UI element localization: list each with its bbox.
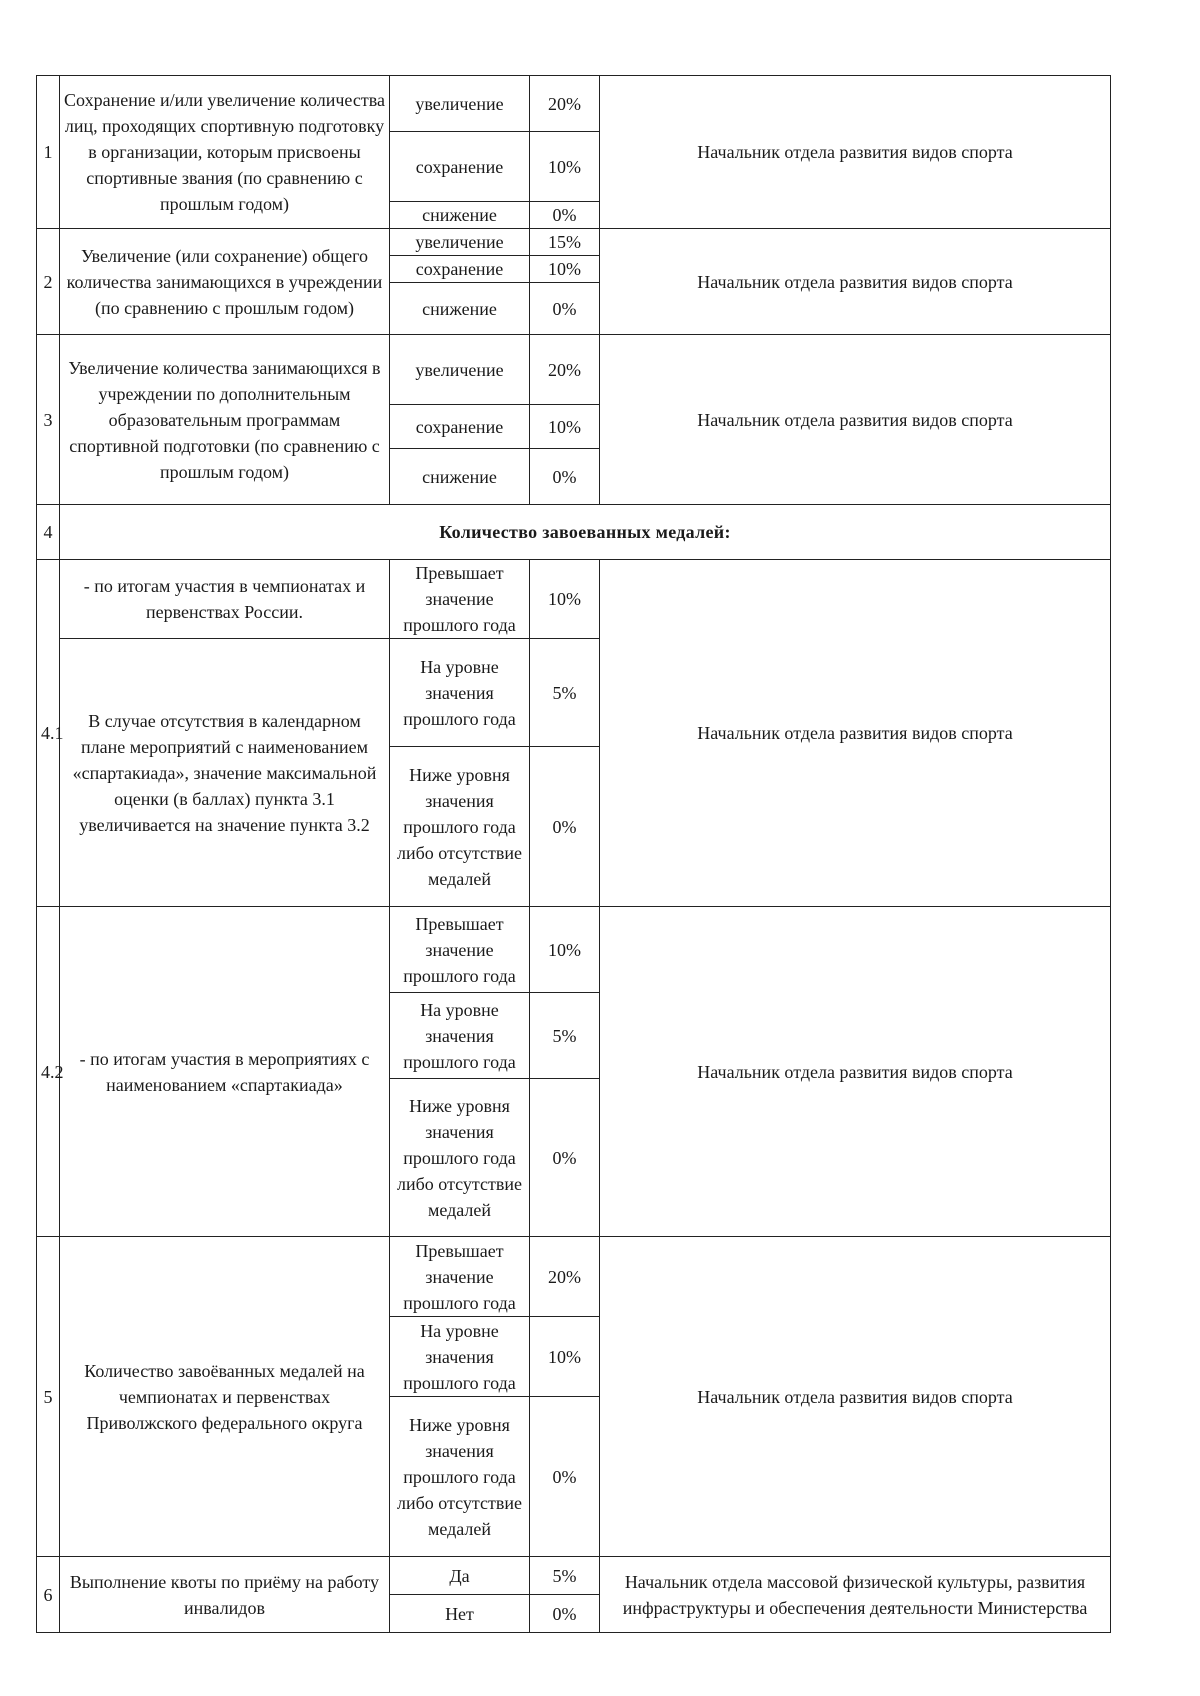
table-row [37,76,1111,132]
option-percent: 20% [530,335,600,405]
option-label: сохранение [390,405,530,449]
criterion-cell: Увеличение (или сохранение) общего количества занимающихся в учреждении (по сравнению с прошлым годом) [60,229,390,335]
option-label: Ниже уровня значения прошлого года либо отсутствие медалей [390,1397,530,1557]
option-label: сохранение [390,256,530,283]
responsible-cell: Начальник отдела развития видов спорта [600,76,1111,229]
section-heading: Количество завоеванных медалей: [60,505,1111,560]
row-number: 5 [37,1237,60,1557]
option-percent: 0% [530,1079,600,1237]
row-number: 4.1 [37,560,60,907]
responsible-cell: Начальник отдела развития видов спорта [600,335,1111,505]
criteria-table [36,75,1111,1633]
option-label: Ниже уровня значения прошлого года либо отсутствие медалей [390,1079,530,1237]
responsible-cell: Начальник отдела развития видов спорта [600,907,1111,1237]
option-label: Да [390,1557,530,1595]
option-percent: 0% [530,283,600,335]
option-label: снижение [390,449,530,505]
option-percent: 10% [530,907,600,993]
option-percent: 10% [530,405,600,449]
criterion-cell: Увеличение количества занимающихся в учреждении по дополнительным образовательным программам спортивной подготовки (по сравнению с прошлым годом) [60,335,390,505]
row-number: 4.2 [37,907,60,1237]
responsible-cell: Начальник отдела массовой физической культуры, развития инфраструктуры и обеспечения деятельности Министерства [600,1557,1111,1633]
option-percent: 20% [530,76,600,132]
option-label: Ниже уровня значения прошлого года либо отсутствие медалей [390,747,530,907]
row-number: 4 [37,505,60,560]
criterion-cell: - по итогам участия в чемпионатах и первенствах России. [60,560,390,639]
option-percent: 5% [530,1557,600,1595]
table-row [37,560,1111,639]
option-percent: 10% [530,1317,600,1397]
option-label: Превышает значение прошлого года [390,560,530,639]
option-label: Превышает значение прошлого года [390,907,530,993]
responsible-cell: Начальник отдела развития видов спорта [600,560,1111,907]
option-label: увеличение [390,335,530,405]
option-percent: 0% [530,1397,600,1557]
option-label: Превышает значение прошлого года [390,1237,530,1317]
option-percent: 10% [530,560,600,639]
option-label: снижение [390,202,530,229]
option-percent: 5% [530,639,600,747]
table-row [37,505,1111,560]
option-label: На уровне значения прошлого года [390,1317,530,1397]
option-label: Нет [390,1595,530,1633]
responsible-cell: Начальник отдела развития видов спорта [600,229,1111,335]
criterion-cell: Сохранение и/или увеличение количества лиц, проходящих спортивную подготовку в организации, которым присвоены спортивные звания (по сравнению с прошлым годом) [60,76,390,229]
criterion-cell: Выполнение квоты по приёму на работу инвалидов [60,1557,390,1633]
option-percent: 10% [530,256,600,283]
table-row [37,1237,1111,1317]
option-percent: 0% [530,202,600,229]
criterion-cell: - по итогам участия в мероприятиях с наименованием «спартакиада» [60,907,390,1237]
table-row [37,907,1111,993]
option-label: сохранение [390,132,530,202]
option-percent: 20% [530,1237,600,1317]
option-percent: 0% [530,747,600,907]
table-row [37,229,1111,256]
row-number: 1 [37,76,60,229]
option-percent: 0% [530,449,600,505]
criterion-note: В случае отсутствия в календарном плане мероприятий с наименованием «спартакиада», значение максимальной оценки (в баллах) пункта 3.1 увеличивается на значение пункта 3.2 [60,639,390,907]
table-row [37,335,1111,405]
option-percent: 5% [530,993,600,1079]
option-percent: 0% [530,1595,600,1633]
option-label: снижение [390,283,530,335]
responsible-cell: Начальник отдела развития видов спорта [600,1237,1111,1557]
table-row [37,1557,1111,1595]
option-label: увеличение [390,229,530,256]
row-number: 3 [37,335,60,505]
row-number: 6 [37,1557,60,1633]
option-percent: 15% [530,229,600,256]
row-number: 2 [37,229,60,335]
option-label: На уровне значения прошлого года [390,639,530,747]
option-percent: 10% [530,132,600,202]
criterion-cell: Количество завоёванных медалей на чемпионатах и первенствах Приволжского федерального округа [60,1237,390,1557]
option-label: увеличение [390,76,530,132]
option-label: На уровне значения прошлого года [390,993,530,1079]
